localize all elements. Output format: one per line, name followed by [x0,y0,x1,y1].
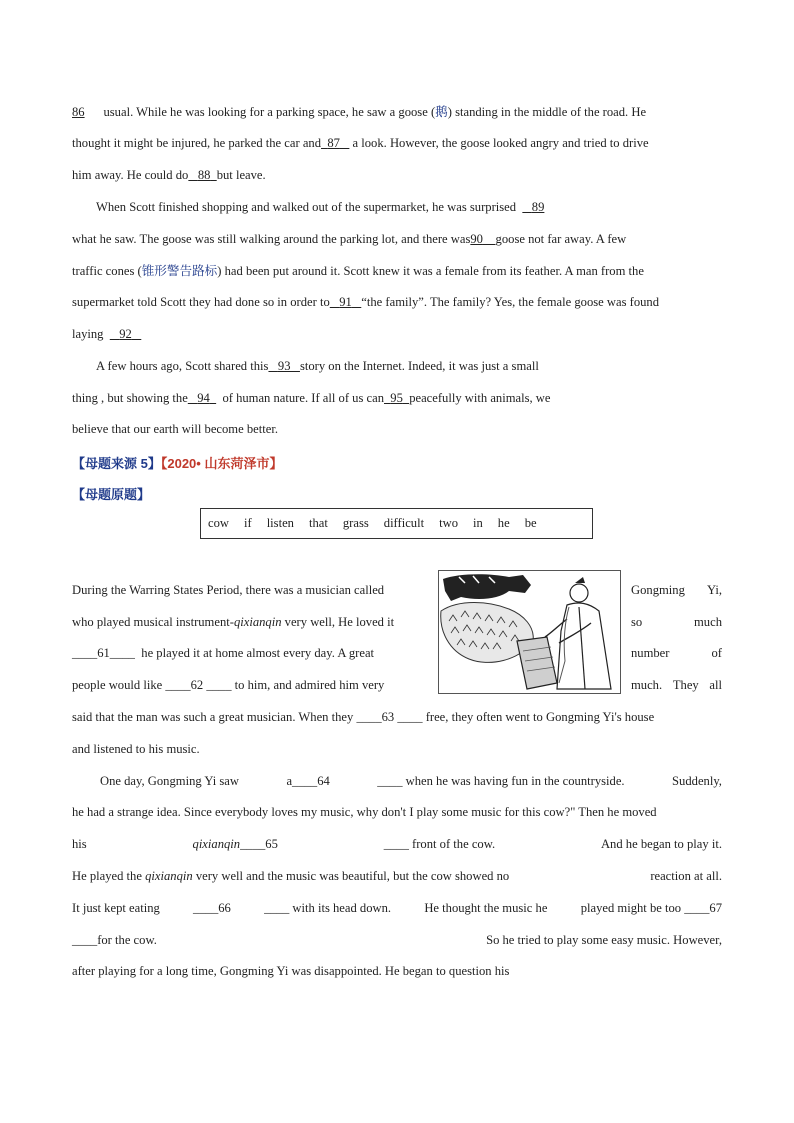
word-bank-item: difficult [383,516,425,530]
passage2-row-2-left: who played musical instrument-qixianqin very well, He loved it [72,615,395,629]
blank-94: 94 [197,391,210,405]
passage1-line-5: what he saw. The goose was still walking around the parking lot, and there was90 goose not far away. A few [72,232,627,246]
illustration-svg [439,571,620,693]
passage2-row-8: he had a strange idea. Since everybody loves my music, why don't I play some music for this cow?" Then he moved [72,805,657,819]
word-bank-item: grass [342,516,369,530]
blank-95: 95 [390,391,403,405]
passage2-row-9: his qixianqin____65 ____ front of the cow. And he began to play it. [72,837,722,851]
passage2-row-7: One day, Gongming Yi saw a____64 ____ when he was having fun in the countryside. Suddenly, [100,774,722,788]
passage2-row-2-right: so much [631,615,722,629]
passage1-line-9: A few hours ago, Scott shared this 93 story on the Internet. Indeed, it was just a small [96,359,539,373]
passage1-line-3: him away. He could do 88 but leave. [72,168,266,182]
source-heading: 【母题来源 5】【2020• 山东菏泽市】 [72,456,283,471]
passage2-row-6: and listened to his music. [72,742,200,756]
passage2-row-5: said that the man was such a great musician. When they ____63 ____ free, they often went to Gongming Yi's house [72,710,655,724]
passage2-row-1-right: Gongming Yi, [631,583,722,597]
original-question-heading: 【母题原题】 [72,487,151,502]
musician-playing-qin-to-cow-drawing [438,570,621,694]
passage2-row-11: It just kept eating ____66 ____ with its head down. He thought the music he played might be too ____67 [72,901,722,915]
word-bank-item: be [524,516,537,530]
word-bank-item: in [473,516,483,530]
passage2-row-3-left: ____61____ he played it at home almost every day. A great [72,646,375,660]
word-bank-item: cow [208,516,229,530]
blank-90: 90 [470,232,483,246]
word-bank-box [200,508,593,539]
passage1-line-11: believe that our earth will become better. [72,422,278,436]
word-bank-item: he [497,516,510,530]
blank-87: 87 [327,136,340,150]
passage2-row-3-right: number of [631,646,722,660]
blank-86: 86 [72,105,85,119]
passage2-row-1-left: During the Warring States Period, there was a musician called [72,583,385,597]
word-bank-item: that [308,516,328,530]
blank-92: 92 [119,327,132,341]
blank-93: 93 [277,359,291,373]
passage2-row-12: ____for the cow. So he tried to play some easy music. However, [72,933,722,947]
passage2-row-4-left: people would like ____62 ____ to him, and admired him very [72,678,385,692]
passage1-line-6: traffic cones (锥形警告路标) had been put around it. Scott knew it was a female from its feather. A man from the [72,264,644,278]
passage1-line-8: laying 92 [72,326,722,342]
blank-91: 91 [339,295,352,309]
passage2-row-13: after playing for a long time, Gongming Yi was disappointed. He began to question his [72,964,510,978]
word-bank-item: listen [266,516,294,530]
passage1-line-7: supermarket told Scott they had done so in order to 91 “the family”. The family? Yes, the female goose was found [72,295,660,309]
blank-89: 89 [531,200,545,214]
word-bank-item: two [439,516,458,530]
passage1-line-4: When Scott finished shopping and walked out of the supermarket, he was surprised 89 [96,200,545,214]
passage1-line-2: thought it might be injured, he parked the car and 87 a look. However, the goose looked angry and tried to drive [72,136,649,150]
passage1-line-1: 86 usual. While he was looking for a parking space, he saw a goose (鹅) standing in the middle of the road. He [72,105,647,119]
passage2-row-4-right: much. They all [631,678,722,692]
passage2-row-10: He played the qixianqin very well and the music was beautiful, but the cow showed no reaction at all. [72,869,722,883]
blank-88: 88 [197,168,211,182]
word-bank-item: if [243,516,252,530]
passage1-line-10: thing , but showing the 94 of human nature. If all of us can 95 peacefully with animals, we [72,391,551,405]
